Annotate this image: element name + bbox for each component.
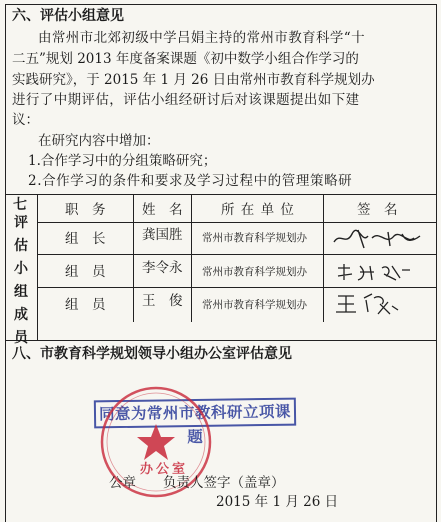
col-rule-label [37, 194, 38, 340]
label-char: 成 [14, 307, 28, 323]
rule-header-bottom [37, 222, 437, 223]
header-signature: 签 名 [357, 202, 398, 218]
label-char: 估 [14, 238, 28, 254]
row1-signature [328, 224, 428, 252]
section6-line-4: 进行了中期评估，评估小组经研讨后对该课题提出如下建 [12, 92, 360, 108]
rule-row1-bottom [37, 254, 437, 255]
col-rule-role [133, 194, 134, 322]
section6-line-3: 实践研究》，于 2015 年 1 月 26 日由常州市教育科学规划办 [12, 72, 375, 88]
row2-signature [330, 258, 420, 286]
rule-top [5, 4, 437, 5]
row1-unit: 常州市教育科学规划办 [202, 232, 307, 244]
section6-line-5: 议： [12, 112, 39, 128]
section6-item-2: 2.合作学习的条件和要求及学习过程中的管理策略研 [28, 173, 353, 189]
row1-role: 组 长 [65, 231, 106, 247]
section7-label [11, 212, 31, 350]
seal-bottom-text: 办公室 [140, 462, 189, 477]
section7-number: 七 [13, 197, 27, 213]
section8-heading: 八、市教育科学规划领导小组办公室评估意见 [12, 346, 292, 362]
row3-unit: 常州市教育科学规划办 [202, 299, 307, 311]
section6-heading: 六、评估小组意见 [12, 8, 124, 24]
sign-line: 公章 负责人签字（盖章） [109, 475, 285, 491]
section6-line-2: 二五”规划 2013 年度备案课题《初中数学小组合作学习的 [12, 51, 359, 67]
row2-role: 组 员 [65, 264, 106, 280]
label-char: 评 [14, 215, 28, 231]
col-rule-unit [323, 194, 324, 322]
row3-name: 王 俊 [142, 293, 183, 309]
rule-section8-top [5, 340, 437, 341]
header-unit: 所 在 单 位 [221, 202, 295, 218]
section6-item-1: 1.合作学习中的分组策略研究； [28, 153, 217, 169]
row1-name: 龚国胜 [142, 227, 183, 243]
label-char: 小 [14, 261, 28, 277]
rule-section7-top [5, 194, 437, 195]
header-name: 姓 名 [142, 202, 183, 218]
row2-unit: 常州市教育科学规划办 [202, 266, 307, 278]
row3-role: 组 员 [65, 297, 106, 313]
header-role: 职 务 [65, 202, 106, 218]
form-date: 2015 年 1 月 26 日 [216, 494, 339, 510]
row2-name: 李令永 [142, 260, 183, 276]
row3-signature [332, 288, 412, 318]
col-rule-name [191, 194, 192, 322]
approval-stamp: 同意为常州市教科研立项课题 [94, 398, 296, 429]
section6-intro: 在研究内容中增加： [38, 133, 160, 149]
label-char: 员 [14, 330, 28, 346]
section6-line-1: 由常州市北郊初级中学吕娟主持的常州市教育科学“十 [38, 30, 366, 46]
label-char: 组 [14, 284, 28, 300]
